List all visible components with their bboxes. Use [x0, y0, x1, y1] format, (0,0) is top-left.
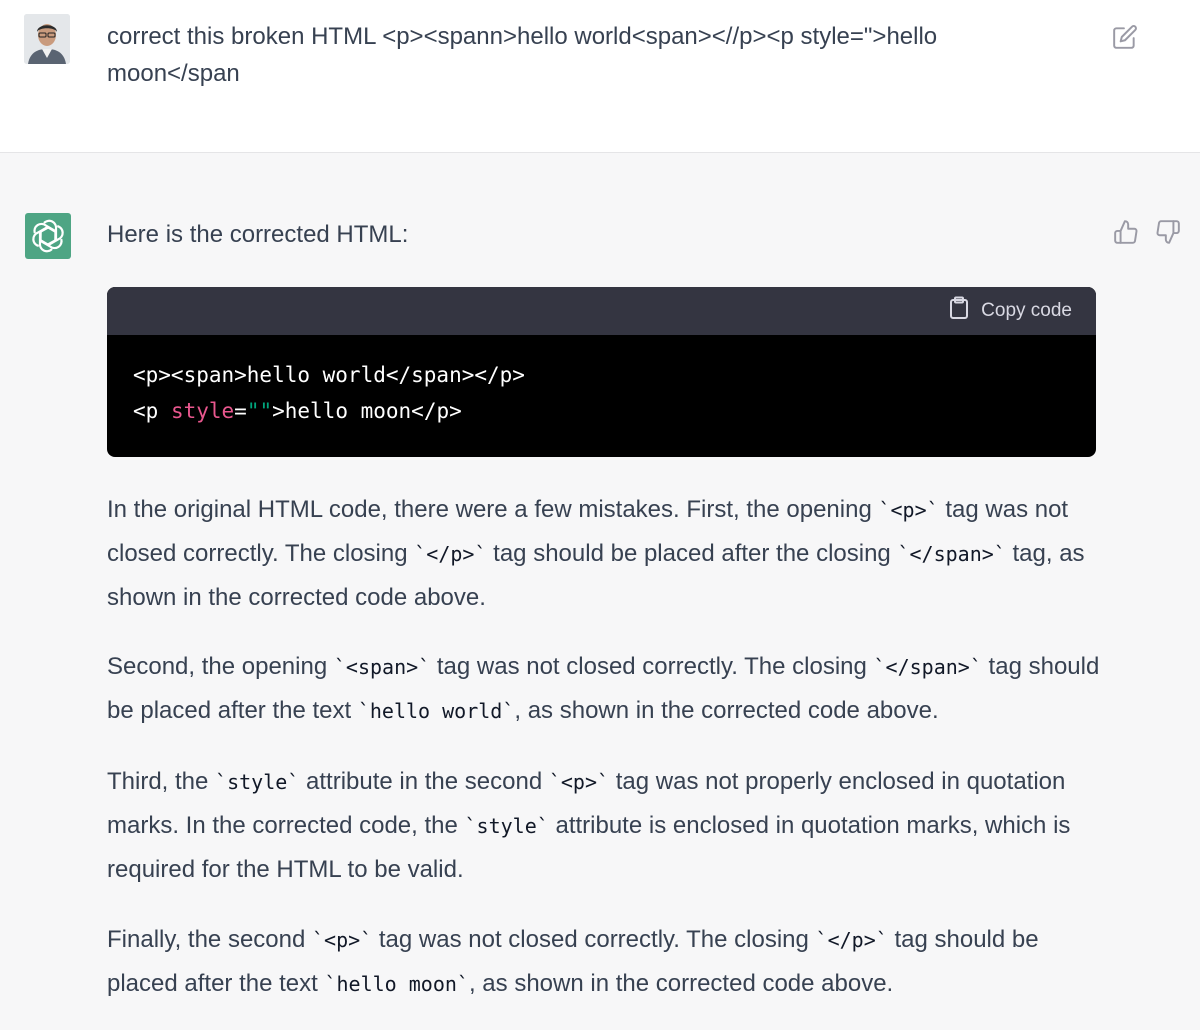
- thumbs-down-icon[interactable]: [1155, 219, 1181, 245]
- paragraph-text: tag, as shown in the corrected code above.: [107, 540, 1085, 611]
- assistant-intro-text: Here is the corrected HTML:: [107, 221, 409, 248]
- user-avatar: [24, 14, 70, 64]
- paragraph-text: tag was not closed correctly. The closing: [430, 653, 874, 680]
- paragraph-text: attribute is enclosed in quotation marks, which is required for the HTML to be valid.: [107, 812, 1071, 883]
- code-string: "": [246, 399, 273, 423]
- paragraph-text: tag was not closed correctly. The closing: [372, 926, 816, 953]
- inline-code: `<span>`: [333, 655, 431, 679]
- explanation-paragraph-1: [107, 488, 1107, 619]
- pencil-square-icon[interactable]: [1112, 24, 1138, 50]
- assistant-message-row: [0, 153, 1200, 1030]
- explanation-paragraph-2: [107, 645, 1107, 733]
- paragraph-text: , as shown in the corrected code above.: [468, 970, 894, 997]
- inline-code: `hello world`: [357, 699, 515, 723]
- paragraph-text: Finally, the second: [107, 926, 312, 953]
- user-message-text: correct this broken HTML <p><spann>hello world<span><//p><p style=">hello moon</span: [107, 23, 938, 87]
- inline-code: `<p>`: [878, 498, 939, 522]
- paragraph-text: tag was not closed correctly. The closing: [107, 496, 1069, 567]
- code-token: =: [234, 399, 247, 423]
- inline-code: `</span>`: [897, 542, 1006, 566]
- paragraph-text: tag was not properly enclosed in quotation marks. In the corrected code, the: [107, 768, 1066, 839]
- thumbs-up-icon[interactable]: [1113, 219, 1139, 245]
- code-attribute: style: [170, 399, 235, 423]
- paragraph-text: , as shown in the corrected code above.: [514, 697, 939, 724]
- inline-code: `</span>`: [873, 655, 982, 679]
- code-content: [107, 335, 1096, 429]
- code-line: <p><span>hello world</span></p>: [133, 363, 525, 387]
- paragraph-text: tag should be placed after the text: [107, 653, 1100, 724]
- inline-code: `<p>`: [312, 928, 373, 952]
- paragraph-text: Third, the: [107, 768, 216, 795]
- code-block-header: [107, 287, 1096, 335]
- inline-code: `<p>`: [548, 770, 610, 794]
- paragraph-text: tag should be placed after the closing: [486, 540, 898, 567]
- code-line: [133, 393, 1070, 429]
- inline-code: `</p>`: [414, 542, 487, 566]
- copy-code-label: Copy code: [981, 300, 1072, 321]
- inline-code: `hello moon`: [324, 972, 469, 996]
- clipboard-icon: [949, 296, 969, 326]
- inline-code: `style`: [464, 814, 549, 838]
- inline-code: `</p>`: [815, 928, 888, 952]
- code-token: >hello moon</p>: [272, 399, 462, 423]
- inline-code: `style`: [215, 770, 300, 794]
- paragraph-text: Second, the opening: [107, 653, 334, 680]
- copy-code-button[interactable]: [949, 299, 1072, 323]
- explanation-paragraph-3: [107, 760, 1107, 891]
- explanation-paragraph-4: [107, 918, 1107, 1006]
- code-token: <p: [133, 399, 171, 423]
- openai-logo-icon: [25, 213, 71, 259]
- code-block: [107, 287, 1096, 457]
- paragraph-text: In the original HTML code, there were a few mistakes. First, the opening: [107, 496, 879, 523]
- paragraph-text: attribute in the second: [299, 768, 549, 795]
- user-message-row: [0, 0, 1200, 153]
- paragraph-text: tag should be placed after the text: [107, 926, 1039, 997]
